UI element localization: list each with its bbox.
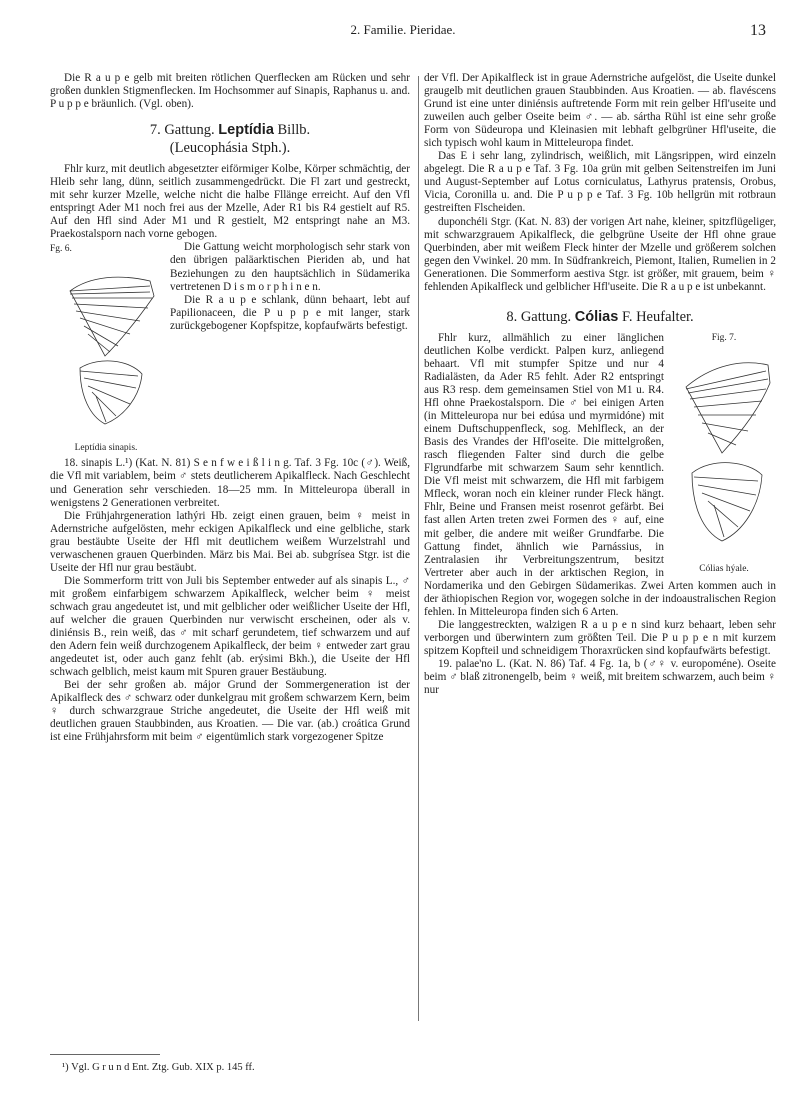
genus-number: 7. Gattung.	[149, 122, 215, 139]
wing-venation-diagram	[672, 345, 776, 555]
genus-heading-7	[50, 121, 410, 139]
colias-description: Fhlr kurz, allmählich zu einer länglichen deutlichen Kolbe verdickt. Palpen kurz, anliegend behaart. Vfl mit stumpfer Spitze und nur 4 Radialästen, da Ader R5 fehlt. Ader R2 entspringt aus R3 resp. dem gemeinsamen Stiel von M1 u. R4. Hfl ohne Praekostalsporn. Die ♂ bei einigen Arten (in Mitteleuropa nur bei edúsa und myrmidóne) mit einem Duftschuppenfleck, sog. Mehlfleck, an der Basis des Vrandes der Hfl'oseite. Die mittelgroßen, rasch fliegenden Falter sind durch die gelbe Flgrundfarbe mit schwarzem Saum sehr kenntlich. Die Vfl meist mit schwarzem, die Hfl mit farbigem Mfleck, woran noch ein kleiner runder Fleck hängt. Fhlr, Beine und Fransen meist rosenrot gefärbt. Bei fast allen Arten treten zwei Formen des ♀ auf, eine mit gelber, die andere mit weißer Grundfarbe. Die Gattung findet, ähnlich wie Parnássius, in Zentralasien ihr Verbreitungszentrum, besitzt Vertreter aber auch in der arktischen Region, in Nordamerika und den Gebirgen Südamerikas. Zwei Arten kommen auch in der äthiopischen Region vor, wogegen solche in der indoaustralischen Region fehlen. In Mitteleuropa finden sich 6 Arten.	[424, 331, 776, 618]
egg-larva-paragraph: Das E i sehr lang, zylindrisch, weißlich, mit Längsrippen, wird einzeln abgelegt. Die R a u p e Taf. 3 Fg. 10a grün mit gelben Seitenstreifen im Juni und August-September auf Lotus corniculatus, Lathyrus pratensis, Orobus, Vicia, Coronilla u. and. Die P u p p e Taf. 3 Fg. 10b hellgrün mit rotbraun gestreiften Flscheiden.	[424, 150, 776, 215]
figure-6-caption: Leptídia sinapis.	[74, 443, 138, 454]
figure-7-caption: Cólias hýale.	[699, 563, 749, 574]
wing-venation-diagram	[50, 256, 162, 436]
duponcheli-entry: duponchéli Stgr. (Kat. N. 83) der vorigen Art nahe, kleiner, spitzflügeliger, mit schwarzgrauem Apikalfleck, die gelbgrüne Useite der Hfl ohne graue Querbinden, aber mit weißem Fleck hinter der Mzelle und größerem solchen gegen den Vwinkel. 20 mm. In Südfrankreich, Piemont, Italien, Rumelien in 2 Generationen. Die Sommerform aestiva Stgr. ist größer, mit grauem, beim ♀ fehlenden Apikalfleck und gelblicher Hfl'useite. Die R a u p e ist unbekannt.	[424, 215, 776, 293]
species-18-entry: 18. sinapis L.¹) (Kat. N. 81) S e n f w e i ß l i n g. Taf. 3 Fg. 10c (♂). Weiß, die Vfl mit variablem, beim ♂ stets deutlicherem Apikalfleck. Nach Geschlecht und Generation sehr verschieden. 18—25 mm. In Mitteleuropa überall in wenigstens 2 Generationen verbreitet.	[50, 457, 410, 509]
genus-author: F. Heufalter.	[621, 308, 694, 325]
continued-paragraph: der Vfl. Der Apikalfleck ist in graue Adernstriche aufgelöst, die Useite dunkel graugelb mit deutlichen grauen Staubbinden. Aus Kroatien. — ab. flavéscens Grund ist eine unter diniénsis auftretende Form mit rein gelber Hfl'useite und zuweilen auch gelber Oseite beim ♂. — ab. sártha Rühl ist eine sehr große Form von Südeuropa und Kleinasien mit lebhaft gelbgrüner Hfl'useite, die sich typisch wohl kaum in Mitteleuropa findet.	[424, 72, 776, 150]
genus-author: Billb.	[277, 122, 311, 139]
figure-6-label: Fg. 6.	[50, 244, 72, 255]
genus-name: Cólias	[574, 308, 619, 325]
major-aberration: Bei der sehr großen ab. májor Grund der Sommergeneration ist der Apikalfleck des ♂ schwarz oder dunkelgrau mit großem schwarzem Kern, beim ♀ durch schwarzgraue Striche angedeutet, die Useite der Hfl weiß mit deutlichen grauen Staubbinden, aus Kroatien. — Die var. (ab.) croática Grund ist eine Frühjahrsform mit beim ♂ eigentümlich stark vorgezogener Spitze	[50, 679, 410, 744]
genus-number: 8. Gattung.	[506, 308, 572, 325]
running-header: 2. Familie. Pieridae.	[350, 22, 456, 37]
footnote: ¹) Vgl. G r u n d Ent. Ztg. Gub. XIX p. 145 ff.	[62, 1062, 255, 1073]
genus-synonym: (Leucophásia Stph.).	[169, 140, 291, 157]
spring-generation: Die Frühjahrgeneration lathýri Hb. zeigt einen grauen, beim ♀ meist in Adernstriche aufgelösten, mehr eckigen Apikalfleck und eine gelbliche, stark grau bestäubte Useite der Hfl mit deutlichem weißem Wurzelstrahl und verwaschenen grauen Querbinden. März bis Mai. Bei ab. subgrísea Stgr. ist die Useite der Hfl nur grau bestäubt.	[50, 509, 410, 574]
right-column	[424, 72, 776, 697]
species-19-entry: 19. palae'no L. (Kat. N. 86) Taf. 4 Fg. 1a, b (♂♀ v. europoméne). Oseite beim ♂ blaß zitronengelb, beim ♀ weiß, mit breitem schwarzem, auch beim ♀ nur	[424, 657, 776, 697]
summer-form: Die Sommerform tritt von Juli bis September entweder auf als sinapis L., ♂ mit großem einfarbigem schwarzem Apikalfleck, welcher beim ♀ meist schwach grau angedeutet ist, und mit gelblicher oder weißlicher Useite der Hfl, auf welcher die grauen Querbinden nur verwischt erscheinen, oder als v. diniénsis B., rein weiß, das ♂ mit scharf gerundetem, tief schwarzem und auf den Adern fein weiß durchzogenem Apikalfleck, der beim ♀ entweder zart grau angedeutet ist, oder auch ganz fehlt (ab. erýsimi Bkh.), die Useite der Hfl schwach gelblich, meist kaum mit Spuren grauer Bestäubung.	[50, 574, 410, 679]
genus-heading-8	[424, 308, 776, 326]
left-column	[50, 72, 410, 744]
genus-name: Leptídia	[218, 122, 274, 139]
genus-note: Die Gattung weicht morphologisch sehr stark von den übrigen paläarktischen Pieriden ab, und hat Beziehungen zu den hauptsächlich in Südamerika vertretenen D i s m o r p h i n e n.	[170, 241, 410, 293]
larva-note: Die R a u p e schlank, dünn behaart, lebt auf Papilionaceen, die P u p p e mit langer, stark zurückgebogener Kopfspitze, kopfaufwärts befestigt.	[170, 293, 410, 332]
intro-paragraph: Die R a u p e gelb mit breiten rötlichen Querflecken am Rücken und sehr großen dunklen Stigmenflecken. Im Hochsommer auf Sinapis, Raphanus u. and. P u p p e bräunlich. (Vgl. oben).	[50, 72, 410, 111]
page-number: 13	[750, 22, 766, 39]
genus-description: Fhlr kurz, mit deutlich abgesetzter eiförmiger Kolbe, Körper schmächtig, der Hleib sehr lang, dünn, seitlich zusammengedrückt. Die Fl zart und gestreckt, mit sehr kurzer Mzelle, welche nicht die halbe Fllänge erreicht. Auf den Vfl entspringt Ader M1 noch frei aus der Mzelle, Ader R1 bis R4 gestielt auf R5. Auf den Hfl sind Ader M1 und R gestielt, M2 entspringt nahe an M3. Praekostalsporn nach vorne gebogen.	[50, 163, 410, 241]
column-divider	[418, 76, 419, 1021]
figure-7-label: Fig. 7.	[711, 332, 737, 343]
figure-7	[672, 332, 776, 576]
colias-larva-pupa: Die langgestreckten, walzigen R a u p e n sind kurz behaart, leben sehr verborgen und überwintern zum größten Teil. Die P u p p e n mit kurzem spitzem Kopfteil und schneidigem Thoraxrücken sind kopfaufwärts befestigt.	[424, 618, 776, 657]
footnote-rule	[50, 1054, 160, 1055]
figure-6	[50, 243, 162, 455]
